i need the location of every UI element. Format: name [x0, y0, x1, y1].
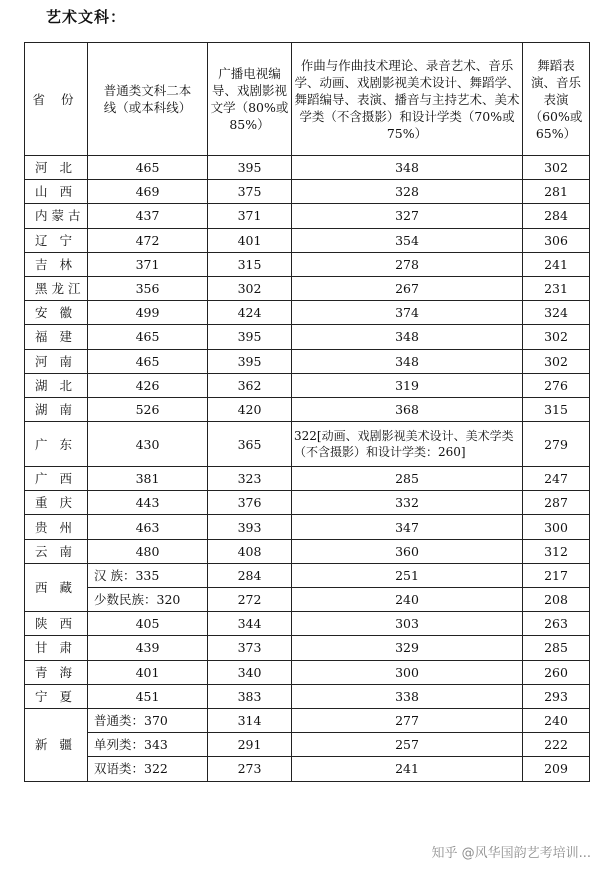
line-cell: 465	[88, 349, 208, 373]
table-row	[25, 491, 590, 515]
province-cell: 广西	[25, 467, 88, 491]
composition-cell: 300	[292, 660, 523, 684]
broadcast-cell: 424	[208, 301, 292, 325]
line-cell: 汉 族：335	[88, 563, 208, 587]
province-cell: 新疆	[25, 708, 88, 781]
composition-cell: 327	[292, 204, 523, 228]
composition-cell: 329	[292, 636, 523, 660]
table-row	[25, 539, 590, 563]
broadcast-cell: 371	[208, 204, 292, 228]
dance-cell: 279	[523, 422, 590, 467]
broadcast-cell: 373	[208, 636, 292, 660]
broadcast-cell: 344	[208, 612, 292, 636]
dance-cell: 300	[523, 515, 590, 539]
broadcast-cell: 273	[208, 757, 292, 781]
table-row	[25, 467, 590, 491]
broadcast-cell: 323	[208, 467, 292, 491]
dance-cell: 312	[523, 539, 590, 563]
dance-cell: 306	[523, 228, 590, 252]
line-cell: 465	[88, 325, 208, 349]
line-cell: 双语类：322	[88, 757, 208, 781]
table-row	[25, 733, 590, 757]
table-row	[25, 422, 590, 467]
table-row	[25, 563, 590, 587]
province-cell: 青海	[25, 660, 88, 684]
province-cell: 山西	[25, 180, 88, 204]
broadcast-cell: 408	[208, 539, 292, 563]
dance-cell: 284	[523, 204, 590, 228]
broadcast-cell: 420	[208, 397, 292, 421]
broadcast-cell: 284	[208, 563, 292, 587]
dance-cell: 260	[523, 660, 590, 684]
composition-cell: 332	[292, 491, 523, 515]
broadcast-cell: 376	[208, 491, 292, 515]
table-row	[25, 204, 590, 228]
line-cell: 381	[88, 467, 208, 491]
table-row	[25, 397, 590, 421]
line-cell: 少数民族：320	[88, 588, 208, 612]
dance-cell: 287	[523, 491, 590, 515]
broadcast-cell: 362	[208, 373, 292, 397]
province-cell: 福建	[25, 325, 88, 349]
composition-cell: 348	[292, 349, 523, 373]
province-cell: 云南	[25, 539, 88, 563]
composition-cell: 360	[292, 539, 523, 563]
line-cell: 463	[88, 515, 208, 539]
table-row	[25, 301, 590, 325]
province-cell: 河北	[25, 156, 88, 180]
score-table	[24, 42, 590, 782]
table-row	[25, 708, 590, 732]
composition-cell: 277	[292, 708, 523, 732]
line-cell: 465	[88, 156, 208, 180]
province-cell: 湖南	[25, 397, 88, 421]
dance-cell: 302	[523, 325, 590, 349]
province-cell: 安徽	[25, 301, 88, 325]
dance-cell: 324	[523, 301, 590, 325]
composition-cell: 338	[292, 684, 523, 708]
composition-cell: 251	[292, 563, 523, 587]
broadcast-cell: 383	[208, 684, 292, 708]
table-row	[25, 373, 590, 397]
province-cell: 广东	[25, 422, 88, 467]
line-cell: 371	[88, 252, 208, 276]
dance-cell: 241	[523, 252, 590, 276]
broadcast-cell: 272	[208, 588, 292, 612]
table-row	[25, 325, 590, 349]
line-cell: 526	[88, 397, 208, 421]
line-cell: 426	[88, 373, 208, 397]
province-cell: 黑龙江	[25, 276, 88, 300]
table-row	[25, 180, 590, 204]
line-cell: 469	[88, 180, 208, 204]
broadcast-cell: 314	[208, 708, 292, 732]
table-row	[25, 757, 590, 781]
table-row	[25, 515, 590, 539]
composition-cell: 303	[292, 612, 523, 636]
line-cell: 472	[88, 228, 208, 252]
dance-cell: 231	[523, 276, 590, 300]
composition-cell: 348	[292, 156, 523, 180]
province-cell: 甘肃	[25, 636, 88, 660]
province-cell: 辽宁	[25, 228, 88, 252]
line-cell: 405	[88, 612, 208, 636]
page-title: 艺术文科：	[46, 8, 127, 26]
dance-cell: 217	[523, 563, 590, 587]
header-province: 省 份	[25, 43, 88, 156]
composition-cell: 322[动画、戏剧影视美术设计、美术学类（不含摄影）和设计学类：260]	[292, 422, 523, 467]
province-cell: 重庆	[25, 491, 88, 515]
header-line: 普通类文科二本线（或本科线）	[88, 43, 208, 156]
broadcast-cell: 401	[208, 228, 292, 252]
table-row	[25, 228, 590, 252]
dance-cell: 293	[523, 684, 590, 708]
line-cell: 430	[88, 422, 208, 467]
line-cell: 439	[88, 636, 208, 660]
dance-cell: 302	[523, 156, 590, 180]
watermark: 知乎 @风华国韵艺考培训...	[429, 842, 593, 861]
dance-cell: 208	[523, 588, 590, 612]
broadcast-cell: 291	[208, 733, 292, 757]
header-dance: 舞蹈表演、音乐表演（60%或65%）	[523, 43, 590, 156]
header-composition: 作曲与作曲技术理论、录音艺术、音乐学、动画、戏剧影视美术设计、舞蹈学、舞蹈编导、表演、播音与主持艺术、美术学类（不含摄影）和设计学类（70%或75%）	[292, 43, 523, 156]
dance-cell: 276	[523, 373, 590, 397]
broadcast-cell: 395	[208, 325, 292, 349]
broadcast-cell: 395	[208, 156, 292, 180]
line-cell: 单列类：343	[88, 733, 208, 757]
line-cell: 480	[88, 539, 208, 563]
composition-cell: 348	[292, 325, 523, 349]
table-row	[25, 636, 590, 660]
line-cell: 499	[88, 301, 208, 325]
composition-cell: 257	[292, 733, 523, 757]
table-row	[25, 588, 590, 612]
table-row	[25, 252, 590, 276]
province-cell: 陕西	[25, 612, 88, 636]
broadcast-cell: 315	[208, 252, 292, 276]
composition-cell: 240	[292, 588, 523, 612]
table-row	[25, 156, 590, 180]
broadcast-cell: 395	[208, 349, 292, 373]
line-cell: 401	[88, 660, 208, 684]
line-cell: 356	[88, 276, 208, 300]
dance-cell: 263	[523, 612, 590, 636]
province-cell: 湖北	[25, 373, 88, 397]
broadcast-cell: 375	[208, 180, 292, 204]
composition-cell: 285	[292, 467, 523, 491]
dance-cell: 315	[523, 397, 590, 421]
dance-cell: 222	[523, 733, 590, 757]
province-cell: 内蒙古	[25, 204, 88, 228]
dance-cell: 285	[523, 636, 590, 660]
broadcast-cell: 302	[208, 276, 292, 300]
composition-cell: 319	[292, 373, 523, 397]
table-row	[25, 276, 590, 300]
header-broadcast: 广播电视编导、戏剧影视文学（80%或85%）	[208, 43, 292, 156]
province-cell: 西藏	[25, 563, 88, 611]
dance-cell: 281	[523, 180, 590, 204]
composition-cell: 368	[292, 397, 523, 421]
province-cell: 吉林	[25, 252, 88, 276]
composition-cell: 374	[292, 301, 523, 325]
line-cell: 普通类：370	[88, 708, 208, 732]
province-cell: 贵州	[25, 515, 88, 539]
composition-cell: 328	[292, 180, 523, 204]
line-cell: 451	[88, 684, 208, 708]
table-row	[25, 684, 590, 708]
province-cell: 河南	[25, 349, 88, 373]
table-row	[25, 612, 590, 636]
dance-cell: 240	[523, 708, 590, 732]
dance-cell: 302	[523, 349, 590, 373]
composition-cell: 241	[292, 757, 523, 781]
header-row	[25, 43, 590, 156]
dance-cell: 247	[523, 467, 590, 491]
dance-cell: 209	[523, 757, 590, 781]
composition-cell: 267	[292, 276, 523, 300]
composition-cell: 278	[292, 252, 523, 276]
line-cell: 443	[88, 491, 208, 515]
broadcast-cell: 340	[208, 660, 292, 684]
line-cell: 437	[88, 204, 208, 228]
broadcast-cell: 393	[208, 515, 292, 539]
broadcast-cell: 365	[208, 422, 292, 467]
composition-cell: 354	[292, 228, 523, 252]
province-cell: 宁夏	[25, 684, 88, 708]
composition-cell: 347	[292, 515, 523, 539]
table-row	[25, 660, 590, 684]
table-row	[25, 349, 590, 373]
